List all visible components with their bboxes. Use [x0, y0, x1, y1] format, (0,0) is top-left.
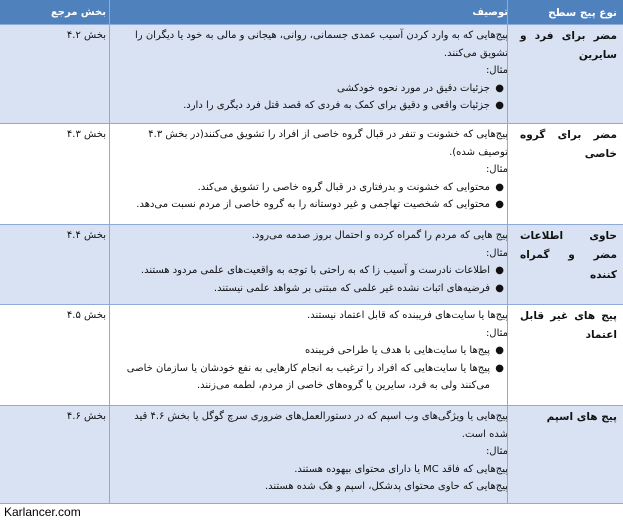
watermark-text: Karlancer.com	[4, 505, 81, 519]
row-divider	[0, 405, 623, 406]
row-reference: بخش ۴.۳	[0, 123, 116, 224]
row-reference: بخش ۴.۶	[0, 405, 116, 503]
row-divider	[0, 503, 623, 504]
row-divider	[0, 123, 623, 124]
row-description-cell	[116, 224, 514, 304]
bullet-icon: ●	[495, 362, 504, 374]
example-item: پیج‌هایی که فاقد MC یا دارای محتوای بیهوده هستند.	[294, 463, 508, 475]
header-reference: بخش مرجع	[0, 0, 116, 24]
row-type: پیج های غیر قابل اعتماد	[514, 304, 623, 405]
row-divider	[0, 224, 623, 225]
example-label: مثال:	[485, 327, 508, 339]
header-level: نوع پیج سطح	[514, 0, 623, 24]
row-description: پیج‌هایی که خشونت و تنفر در قبال گروه خاصی از افراد را تشویق می‌کنند(در بخش ۴.۳ توصیف شده).	[148, 129, 508, 158]
example-item: ● محتوایی که شخصیت تهاجمی و غیر دوستانه را به گروه خاصی از مردم نسبت می‌دهد.	[122, 196, 508, 214]
row-description-cell	[116, 405, 514, 503]
column-divider	[507, 0, 508, 503]
bullet-icon: ●	[495, 181, 504, 193]
row-type: مضر برای فرد و سایرین	[514, 24, 623, 123]
example-item: ● پیج‌ها یا سایت‌هایی که افراد را ترغیب به انجام کارهایی به نفع خودشان یا سازمان خاصی می‌کنند ولی به فرد، سایرین یا گروه‌های خاصی از مردم، لطمه می‌زنند.	[122, 360, 508, 395]
example-item: ● محتوایی که خشونت و بدرفتاری در قبال گروه خاصی را تشویق می‌کند.	[122, 179, 508, 197]
row-description: پیج‌هایی که به وارد کردن آسیب عمدی جسمانی، روانی، هیجانی و مالی به خود یا دیگران را تشویق می‌کنند.	[135, 30, 508, 59]
row-divider	[0, 24, 623, 25]
example-label: مثال:	[485, 446, 508, 457]
example-label: مثال:	[485, 164, 508, 175]
row-description: پیج‌ها یا سایت‌های فریبنده که قابل اعتماد نیستند.	[307, 310, 508, 321]
bullet-icon: ●	[495, 345, 504, 356]
header-description: توصیف	[116, 0, 514, 24]
row-description-cell	[116, 123, 514, 224]
row-description: پیج‌هایی یا ویژگی‌های وب اسپم که در دستورالعمل‌های ضروری سرچ گوگل یا بخش ۴.۶ قید شده است.	[134, 411, 508, 440]
row-type: حاوی اطلاعات مضر و گمراه کننده	[514, 224, 623, 304]
example-item: ● جزئیات دقیق در مورد نحوه خودکشی	[122, 80, 508, 98]
example-item: ● فرضیه‌های اثبات نشده غیر علمی که مبتنی بر شواهد علمی نیستند.	[122, 280, 508, 298]
row-type: مضر برای گروه خاصی	[514, 123, 623, 224]
bullet-icon: ●	[495, 265, 504, 276]
row-description: پیج هایی که مردم را گمراه کرده و احتمال بروز صدمه می‌رود.	[251, 230, 508, 241]
column-divider	[109, 0, 110, 503]
example-label: مثال:	[485, 247, 508, 259]
row-reference: بخش ۴.۵	[0, 304, 116, 405]
bullet-icon: ●	[495, 199, 504, 210]
example-item: ● جزئیات واقعی و دقیق برای کمک به فردی که قصد قتل فرد دیگری را دارد.	[122, 97, 508, 115]
bullet-icon: ●	[495, 100, 504, 111]
bullet-icon: ●	[495, 282, 504, 294]
example-label: مثال:	[485, 65, 508, 76]
example-item: ● اطلاعات نادرست و آسیب زا که به راحتی با توجه به واقعیت‌های علمی مردود هستند.	[122, 262, 508, 280]
example-item: پیج‌هایی که حاوی محتوای پدشکل، اسپم و هک شده هستند.	[264, 481, 508, 492]
row-description-cell	[116, 24, 514, 123]
row-description-cell	[116, 304, 514, 405]
row-type: پیج های اسپم	[514, 405, 623, 503]
row-reference: بخش ۴.۲	[0, 24, 116, 123]
row-divider	[0, 304, 623, 305]
example-item: ● پیج‌ها یا سایت‌هایی با هدف یا طراحی فریبنده	[122, 342, 508, 360]
bullet-icon: ●	[495, 82, 504, 94]
row-reference: بخش ۴.۴	[0, 224, 116, 304]
